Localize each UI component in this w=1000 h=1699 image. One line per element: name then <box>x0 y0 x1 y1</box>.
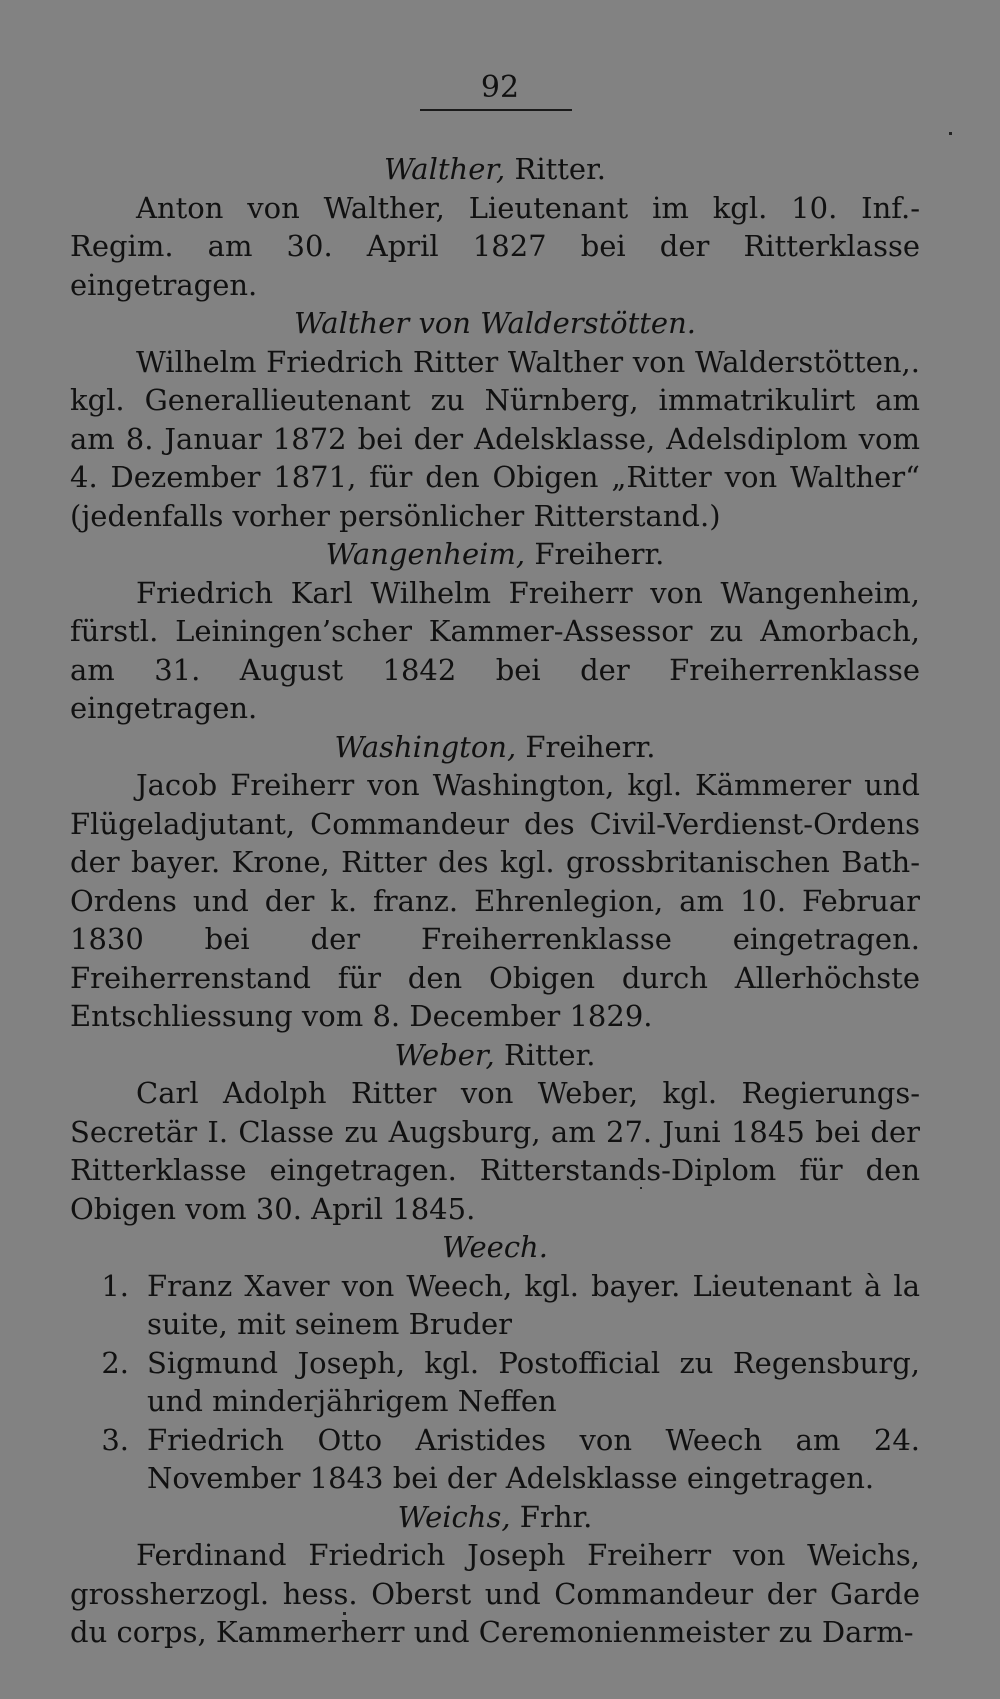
heading-title: Ritter. <box>514 152 606 186</box>
heading-title: Freiherr. <box>525 729 656 764</box>
entry-weichs: Ferdinand Friedrich Joseph Freiherr von Weichs, grossherzogl. hess. Oberst und Commandeur der Garde du corps, Kammerherr und Ceremonienmeister zu Darm- <box>70 1538 920 1649</box>
heading-walther-walderstoetten <box>70 304 920 343</box>
weech-list <box>70 1267 920 1498</box>
page-number: 92 <box>480 70 520 105</box>
heading-name: Walther, <box>384 152 506 186</box>
entry-wangenheim: Friedrich Karl Wilhelm Freiherr von Wangenheim, fürstl. Leiningen’scher Kammer-Assessor zu Amorbach, am 31. August 1842 bei der Freiherrenklasse eingetragen. <box>70 575 920 725</box>
list-item <box>70 1421 920 1498</box>
heading-weichs <box>70 1498 920 1537</box>
list-item <box>70 1344 920 1421</box>
heading-title: Freiherr. <box>534 537 665 571</box>
heading-title: Frhr. <box>519 1499 593 1534</box>
heading-name: Walther von Walderstötten. <box>294 306 696 340</box>
heading-name: Washington, <box>334 729 517 764</box>
list-item <box>70 1267 920 1344</box>
heading-washington <box>70 728 920 767</box>
list-item-number: 3. <box>101 1422 129 1457</box>
scan-speck <box>949 132 952 135</box>
list-item-number: 1. <box>101 1268 129 1303</box>
scan-speck <box>640 1187 642 1189</box>
entry-washington: Jacob Freiherr von Washington, kgl. Kämmerer und Flügeladjutant, Commandeur des Civil-Verdienst-Ordens der bayer. Krone, Ritter des kgl. grossbritanischen Bath-Ordens und der k. franz. Ehrenlegion, am 10. Februar 1830 bei der Freiherrenklasse eingetragen. Freiherrenstand für den Obigen durch Allerhöchste Entschliessung vom 8. December 1829. <box>70 768 920 1033</box>
heading-name: Weichs, <box>397 1499 511 1534</box>
entry-walther: Anton von Walther, Lieutenant im kgl. 10. Inf.-Regim. am 30. April 1827 bei der Ritterklasse eingetragen. <box>70 190 920 302</box>
heading-weech <box>70 1228 920 1267</box>
list-item-number: 2. <box>101 1345 129 1380</box>
list-item-text: Sigmund Joseph, kgl. Postofficial zu Regensburg, und minderjährigem Neffen <box>147 1345 920 1418</box>
entry-weber: Carl Adolph Ritter von Weber, kgl. Regierungs-Secretär I. Classe zu Augsburg, am 27. Juni 1845 bei der Ritterklasse eingetragen. Ritterstands-Diplom für den Obigen vom 30. April 1845. <box>70 1076 920 1226</box>
heading-name: Weech. <box>442 1230 548 1264</box>
heading-name: Wangenheim, <box>325 537 526 571</box>
page-content <box>70 150 920 1652</box>
list-item-text: Franz Xaver von Weech, kgl. bayer. Lieutenant à la suite, mit seinem Bruder <box>147 1268 920 1341</box>
heading-title: Ritter. <box>503 1037 596 1072</box>
heading-walther <box>70 150 920 189</box>
heading-name: Weber, <box>394 1037 495 1072</box>
list-item-text: Friedrich Otto Aristides von Weech am 24. November 1843 bei der Adelsklasse eingetragen. <box>147 1422 920 1495</box>
page-number-rule <box>420 109 572 111</box>
heading-wangenheim <box>70 535 920 574</box>
heading-weber <box>70 1036 920 1075</box>
entry-walther-walderstoetten: Wilhelm Friedrich Ritter Walther von Walderstötten,. kgl. Generallieutenant zu Nürnberg, immatrikulirt am am 8. Januar 1872 bei der Adelsklasse, Adelsdiplom vom 4. Dezember 1871, für den Obigen „Ritter von Walther“ (jedenfalls vorher persönlicher Ritterstand.) <box>70 344 920 533</box>
scan-speck <box>343 1612 346 1615</box>
